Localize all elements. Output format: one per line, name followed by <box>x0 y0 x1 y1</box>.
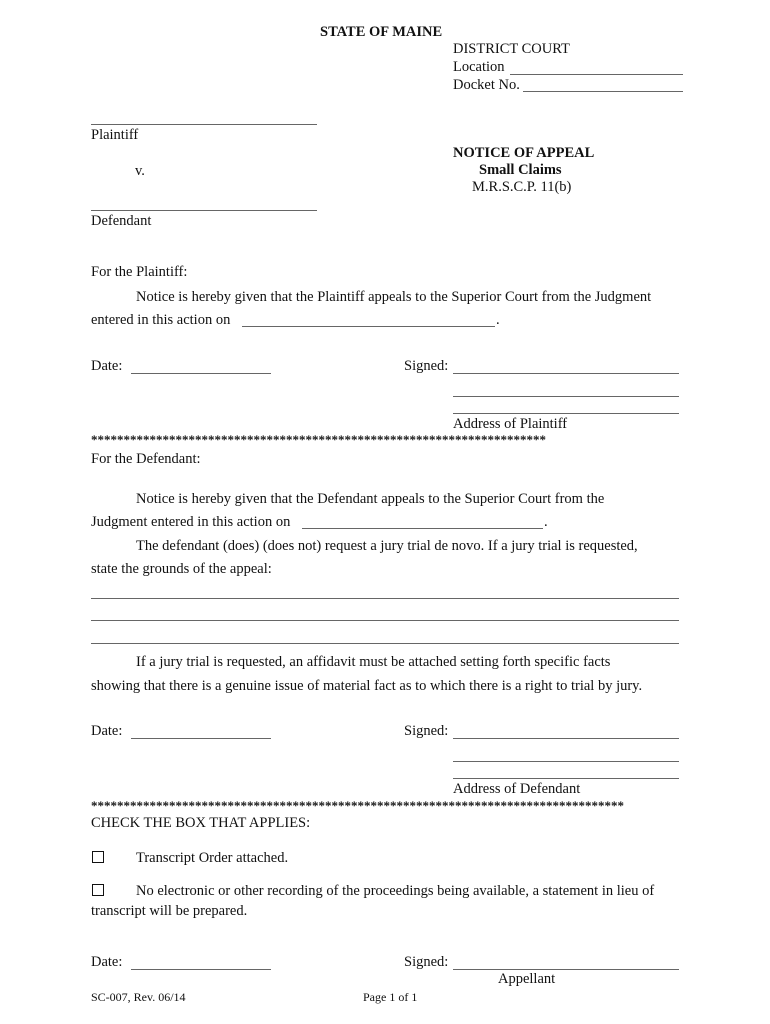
defendant-separator: ********************************************************************************** <box>91 798 624 813</box>
plaintiff-separator: ********************************************************************** <box>91 432 546 447</box>
page-number: Page 1 of 1 <box>363 990 418 1004</box>
defendant-signed-label: Signed: <box>404 723 449 739</box>
appellant-label: Appellant <box>498 971 556 987</box>
notice-rule: M.R.S.C.P. 11(b) <box>472 179 572 195</box>
defendant-heading: For the Defendant: <box>91 451 201 467</box>
grounds-line3-field[interactable] <box>91 643 679 644</box>
notice-subtitle: Small Claims <box>479 162 562 178</box>
plaintiff-signed-label: Signed: <box>404 358 449 374</box>
plaintiff-heading: For the Plaintiff: <box>91 264 188 280</box>
plaintiff-date-field[interactable] <box>131 373 271 374</box>
defendant-name-field[interactable] <box>91 210 317 211</box>
check-box-heading: CHECK THE BOX THAT APPLIES: <box>91 815 311 831</box>
defendant-date-label: Date: <box>91 723 123 739</box>
grounds-line1-field[interactable] <box>91 598 679 599</box>
defendant-address-line2-field[interactable] <box>453 778 679 779</box>
affidavit-line2: showing that there is a genuine issue of material fact as to which there is a right to trial by jury. <box>91 678 643 694</box>
appellant-date-field[interactable] <box>131 969 271 970</box>
docket-label: Docket No. <box>453 77 520 93</box>
state-title: STATE OF MAINE <box>320 24 443 40</box>
affidavit-line1: If a jury trial is requested, an affidavit must be attached setting forth specific facts <box>136 654 611 670</box>
transcript-order-label: Transcript Order attached. <box>136 850 289 866</box>
transcript-order-checkbox[interactable] <box>92 851 104 863</box>
location-label: Location <box>453 59 505 75</box>
defendant-period: . <box>544 514 548 530</box>
defendant-address-label: Address of Defendant <box>453 781 581 797</box>
no-recording-checkbox[interactable] <box>92 884 104 896</box>
versus-label: v. <box>135 163 145 179</box>
docket-field[interactable] <box>523 91 683 92</box>
defendant-date-field[interactable] <box>131 738 271 739</box>
grounds-line2-field[interactable] <box>91 620 679 621</box>
plaintiff-address-line2-field[interactable] <box>453 413 679 414</box>
plaintiff-judgment-date-field[interactable] <box>242 326 495 327</box>
court-name: DISTRICT COURT <box>453 41 570 57</box>
defendant-notice-line1: Notice is hereby given that the Defendant appeals to the Superior Court from the <box>136 491 605 507</box>
plaintiff-notice-line2: entered in this action on <box>91 312 231 328</box>
defendant-judgment-date-field[interactable] <box>302 528 543 529</box>
defendant-notice-line2: Judgment entered in this action on <box>91 514 291 530</box>
plaintiff-address-line1-field[interactable] <box>453 396 679 397</box>
plaintiff-name-field[interactable] <box>91 124 317 125</box>
no-recording-label-line2: transcript will be prepared. <box>91 903 248 919</box>
appellant-signature-field[interactable] <box>453 969 679 970</box>
appellant-date-label: Date: <box>91 954 123 970</box>
form-id: SC-007, Rev. 06/14 <box>91 990 186 1004</box>
notice-title: NOTICE OF APPEAL <box>453 145 595 161</box>
location-field[interactable] <box>510 74 683 75</box>
plaintiff-date-label: Date: <box>91 358 123 374</box>
plaintiff-notice-line1: Notice is hereby given that the Plaintiff appeals to the Superior Court from the Judgment <box>136 289 652 305</box>
plaintiff-label: Plaintiff <box>91 127 139 143</box>
jury-trial-line2: state the grounds of the appeal: <box>91 561 272 577</box>
jury-trial-line1: The defendant (does) (does not) request a jury trial de novo. If a jury trial is requested, <box>136 538 638 554</box>
appellant-signed-label: Signed: <box>404 954 449 970</box>
plaintiff-address-label: Address of Plaintiff <box>453 416 568 432</box>
no-recording-label-line1: No electronic or other recording of the proceedings being available, a statement in lieu of <box>136 883 655 899</box>
defendant-signature-field[interactable] <box>453 738 679 739</box>
plaintiff-period: . <box>496 312 500 328</box>
defendant-label: Defendant <box>91 213 152 229</box>
plaintiff-signature-field[interactable] <box>453 373 679 374</box>
defendant-address-line1-field[interactable] <box>453 761 679 762</box>
